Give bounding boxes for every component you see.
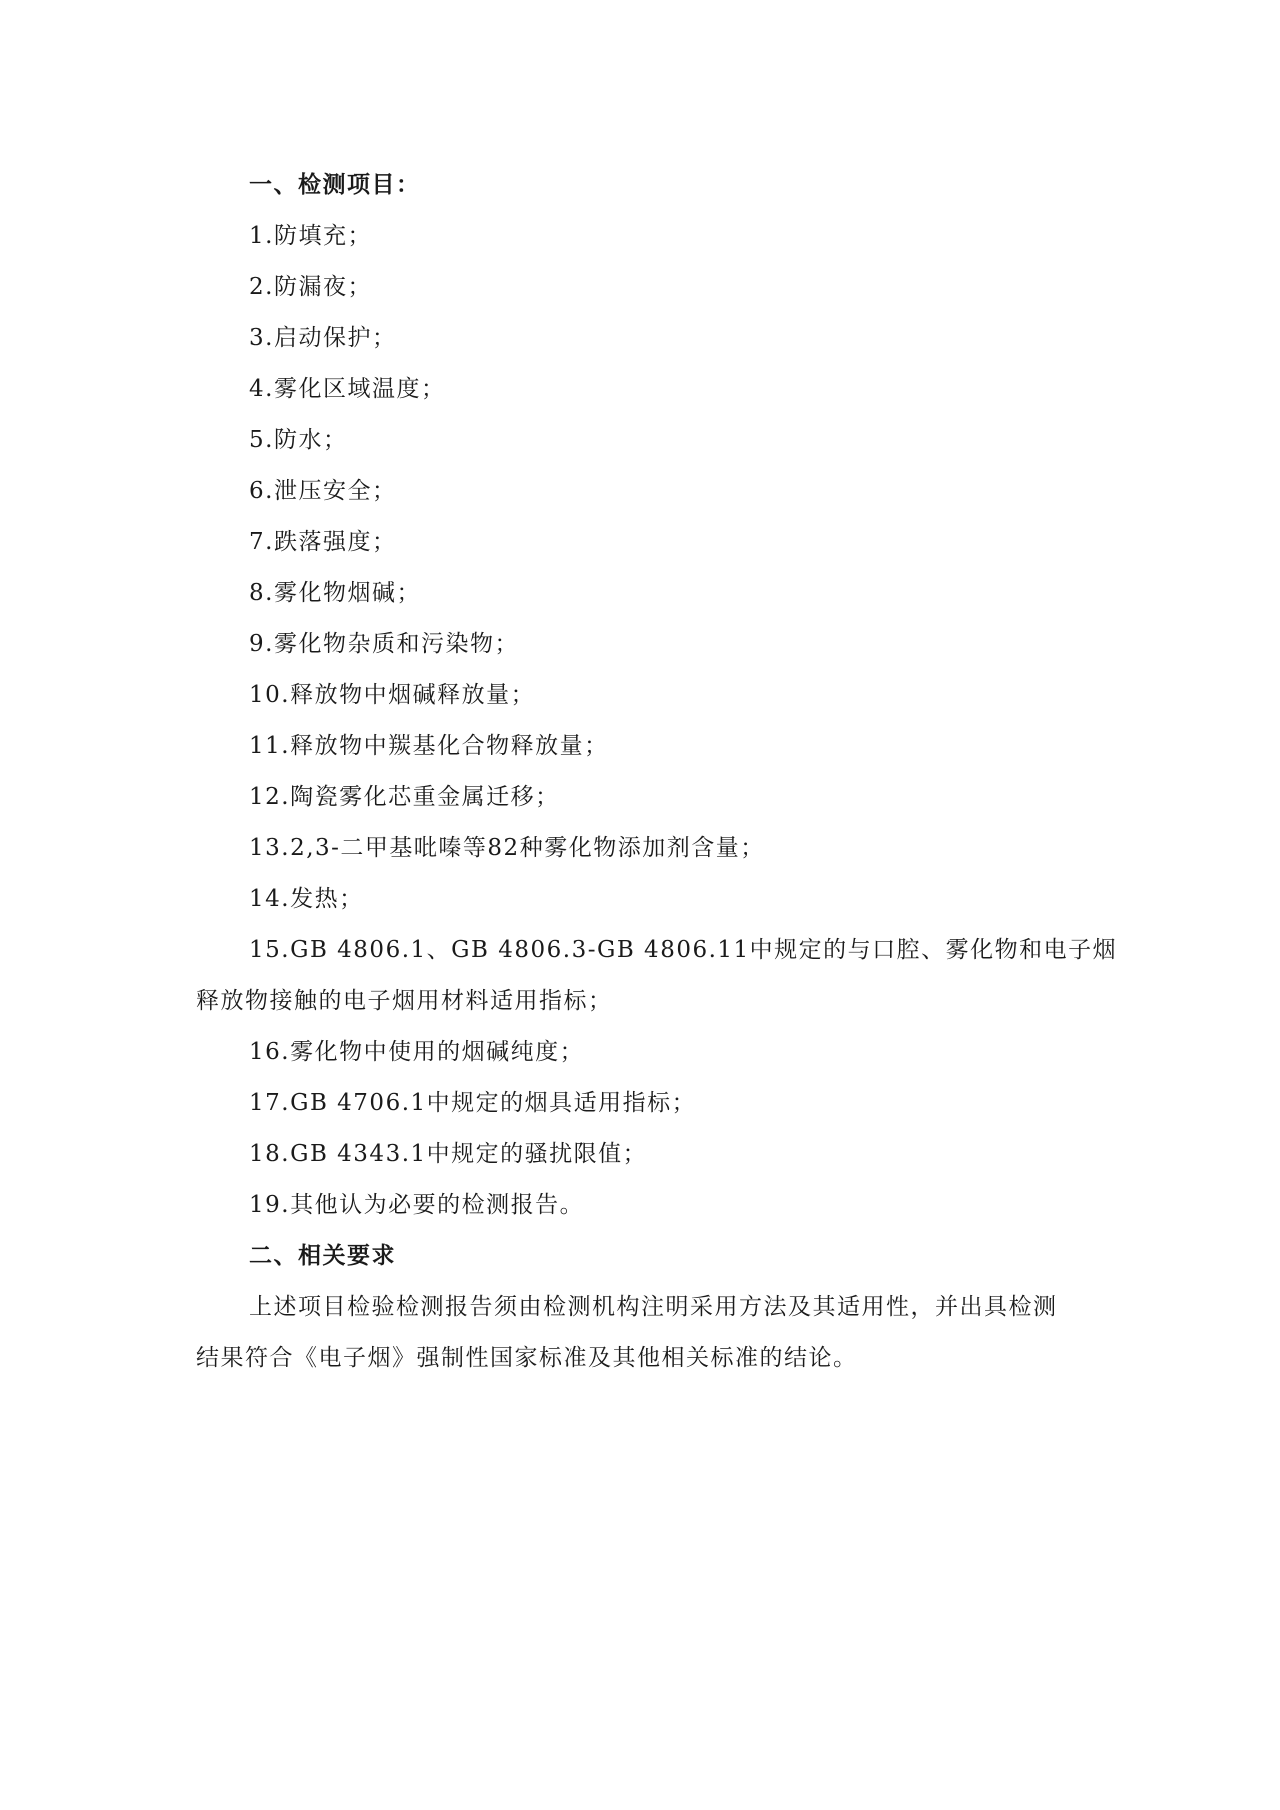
list-item-15-line2: 释放物接触的电子烟用材料适用指标； xyxy=(196,988,613,1014)
list-item: 13.2,3-二甲基吡嗪等82种雾化物添加剂含量； xyxy=(249,835,765,861)
requirements-paragraph-line2: 结果符合《电子烟》强制性国家标准及其他相关标准的结论。 xyxy=(196,1345,858,1371)
list-item: 19.其他认为必要的检测报告。 xyxy=(249,1192,585,1218)
list-item: 1.防填充； xyxy=(249,223,372,249)
list-item: 7.跌落强度； xyxy=(249,529,397,555)
requirements-paragraph-line1: 上述项目检验检测报告须由检测机构注明采用方法及其适用性，并出具检测 xyxy=(249,1294,1058,1320)
list-item: 9.雾化物杂质和污染物； xyxy=(249,631,519,657)
list-item: 4.雾化区域温度； xyxy=(249,376,446,402)
section-heading-testing-items: 一、检测项目： xyxy=(249,172,421,198)
list-item: 3.启动保护； xyxy=(249,325,397,351)
list-item-15-line1: 15.GB 4806.1、GB 4806.3-GB 4806.11中规定的与口腔、雾化物和电子烟 xyxy=(249,937,1118,963)
list-item: 11.释放物中羰基化合物释放量； xyxy=(249,733,609,759)
list-item: 10.释放物中烟碱释放量； xyxy=(249,682,536,708)
list-item: 18.GB 4343.1中规定的骚扰限值； xyxy=(249,1141,648,1167)
list-item: 2.防漏夜； xyxy=(249,274,372,300)
list-item: 14.发热； xyxy=(249,886,364,912)
list-item: 16.雾化物中使用的烟碱纯度； xyxy=(249,1039,585,1065)
list-item: 12.陶瓷雾化芯重金属迁移； xyxy=(249,784,560,810)
list-item: 5.防水； xyxy=(249,427,348,453)
list-item: 6.泄压安全； xyxy=(249,478,397,504)
document-content xyxy=(196,160,1118,1384)
list-item: 8.雾化物烟碱； xyxy=(249,580,421,606)
list-item: 17.GB 4706.1中规定的烟具适用指标； xyxy=(249,1090,697,1116)
section-heading-requirements: 二、相关要求 xyxy=(249,1243,396,1269)
